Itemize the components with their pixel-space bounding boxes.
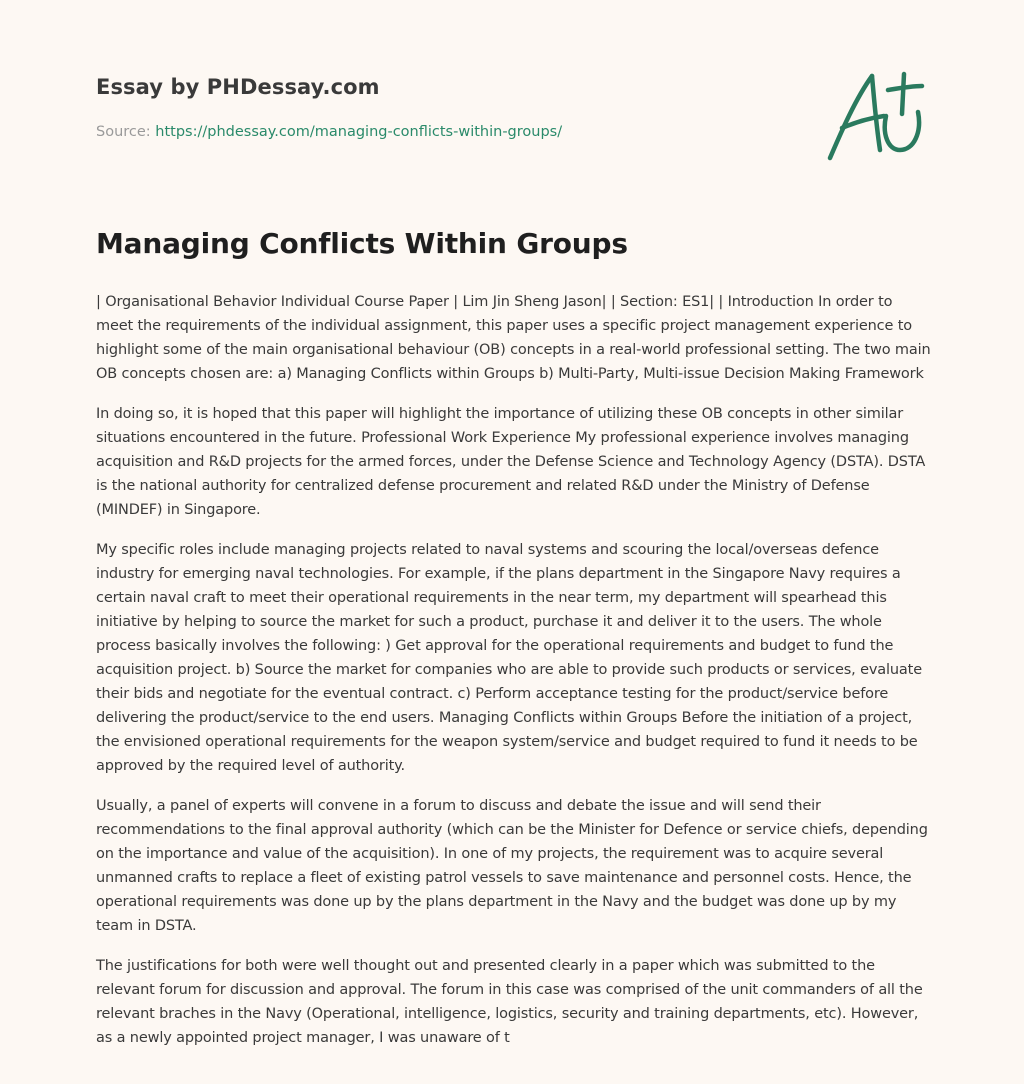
site-brand[interactable]: Essay by PHDessay.com: [96, 75, 380, 99]
a-plus-logo-icon: [822, 68, 926, 164]
source-label: Source:: [96, 124, 151, 140]
source-link[interactable]: https://phdessay.com/managing-conflicts-within-groups/: [155, 124, 563, 140]
article-paragraph-3: My specific roles include managing projects related to naval systems and scouring the local/overseas defence industry for emerging naval technologies. For example, if the plans department in the Singapore Navy requires a certain naval craft to meet their operational requirements in the near term, my department will spearhead this initiative by helping to source the market for such a product, purchase it and deliver it to the users. The whole process basically involves the following: ) Get approval for the operational requirements and budget to fund the acquisition project. b) Source the market for companies who are able to provide such products or services, evaluate their bids and negotiate for the eventual contract. c) Perform acceptance testing for the product/service before delivering the product/service to the end users. Managing Conflicts within Groups Before the initiation of a project, the envisioned operational requirements for the weapon system/service and budget required to fund it needs to be approved by the required level of authority.: [96, 542, 922, 774]
article-title: Managing Conflicts Within Groups: [96, 227, 628, 260]
page-header: [0, 0, 1024, 200]
article: [96, 222, 932, 1066]
source-line: [96, 124, 562, 140]
article-paragraph-4: Usually, a panel of experts will convene in a forum to discuss and debate the issue and will send their recommendations to the final approval authority (which can be the Minister for Defence or service chiefs, depending on the importance and value of the acquisition). In one of my projects, the requirement was to acquire several unmanned crafts to replace a fleet of existing patrol vessels to save maintenance and personnel costs. Hence, the operational requirements was done up by the plans department in the Navy and the budget was done up by my team in DSTA.: [96, 798, 928, 934]
article-paragraph-1: | Organisational Behavior Individual Course Paper | Lim Jin Sheng Jason| | Section: ES1| | Introduction In order to meet the requirements of the individual assignment, this paper uses a specific project management experience to highlight some of the main organisational behaviour (OB) concepts in a real-world professional setting. The two main OB concepts chosen are: a) Managing Conflicts within Groups b) Multi-Party, Multi-issue Decision Making Framework: [96, 294, 931, 382]
article-paragraph-2: In doing so, it is hoped that this paper will highlight the importance of utilizing these OB concepts in other similar situations encountered in the future. Professional Work Experience My professional experience involves managing acquisition and R&D projects for the armed forces, under the Defense Science and Technology Agency (DSTA). DSTA is the national authority for centralized defense procurement and related R&D under the Ministry of Defense (MINDEF) in Singapore.: [96, 406, 926, 518]
article-paragraph-5: The justifications for both were well thought out and presented clearly in a paper which was submitted to the relevant forum for discussion and approval. The forum in this case was comprised of the unit commanders of all the relevant braches in the Navy (Operational, intelligence, logistics, security and training departments, etc). However, as a newly appointed project manager, I was unaware of t: [96, 958, 923, 1046]
